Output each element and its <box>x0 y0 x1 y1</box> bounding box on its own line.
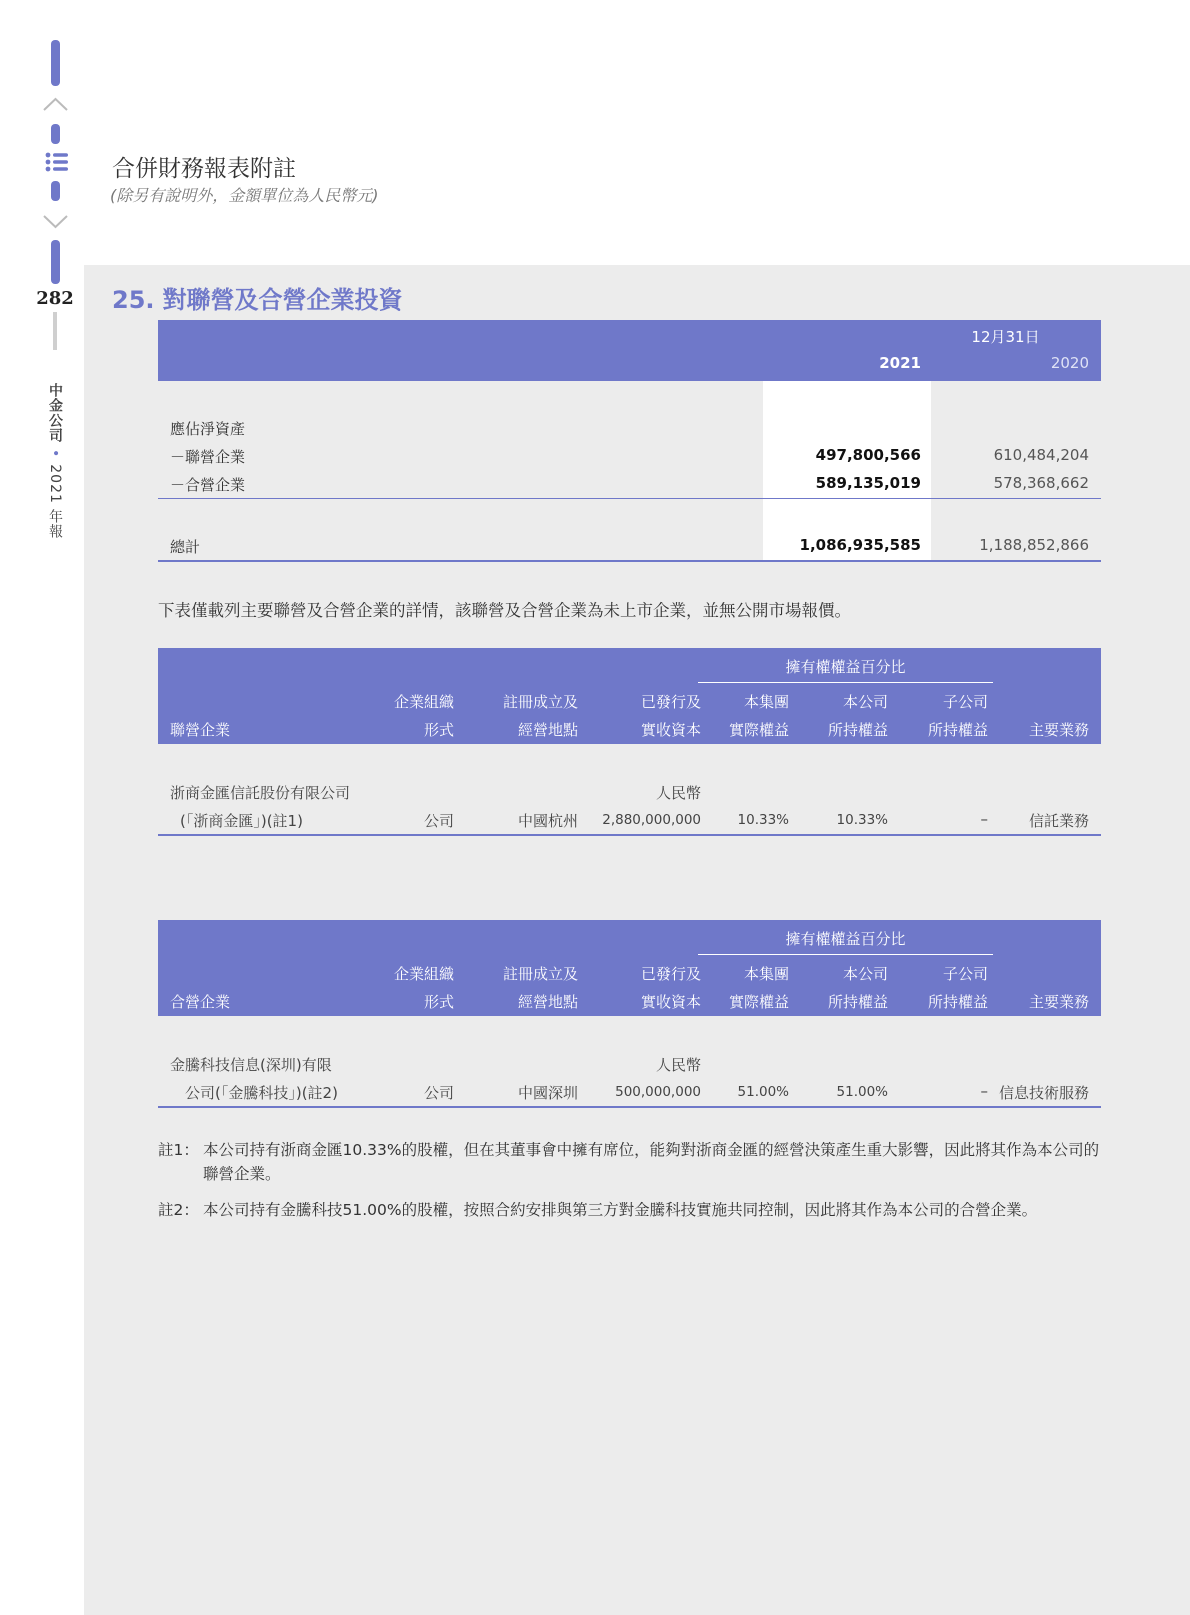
table-row <box>158 810 1101 834</box>
col-entity: 合營企業 <box>170 993 231 1011</box>
col-form-1: 企業組織 <box>393 965 454 983</box>
col-sub-1: 子公司 <box>942 965 988 983</box>
col-place-2: 經營地點 <box>517 993 578 1011</box>
entity-capital: 2,880,000,000 <box>602 812 701 828</box>
col-place-1: 註冊成立及 <box>502 693 578 711</box>
footnote-2 <box>158 1198 1108 1222</box>
row-label: 應佔淨資產 <box>170 420 246 438</box>
separator-dot: • <box>47 449 63 459</box>
table-bottom-line <box>158 834 1101 836</box>
footnote-1 <box>158 1138 1108 1186</box>
col-group-2: 實際權益 <box>728 721 789 739</box>
page-divider <box>53 312 57 350</box>
table-row <box>158 1054 1101 1078</box>
nav-bar-lower <box>51 181 60 201</box>
associates-table-header <box>158 648 1101 744</box>
col-group-2: 實際權益 <box>728 993 789 1011</box>
entity-form: 公司 <box>423 812 454 830</box>
subsidiary-interest: – <box>980 1082 988 1100</box>
balance-table-header <box>158 320 1101 381</box>
group-underline <box>698 954 993 955</box>
col-form-1: 企業組織 <box>393 693 454 711</box>
principal-business: 信息技術服務 <box>998 1084 1089 1102</box>
nav-bar-bottom <box>51 240 60 284</box>
entity-name-line1: 浙商金匯信託股份有限公司 <box>170 784 351 802</box>
col-sub-1: 子公司 <box>942 693 988 711</box>
entity-name-line2: (「浙商金匯」)(註1) <box>180 812 303 830</box>
col-company-2: 所持權益 <box>827 993 888 1011</box>
currency-label: 人民幣 <box>655 784 701 802</box>
table-bottom-line <box>158 1106 1101 1108</box>
report-year: 2021 年報 <box>47 464 63 540</box>
page-subtitle: (除另有說明外，金額單位為人民幣元) <box>110 186 379 205</box>
table-row <box>158 446 1101 470</box>
col-capital-2: 實收資本 <box>640 993 701 1011</box>
col-company-1: 本公司 <box>842 965 888 983</box>
footnote-tag: 註1： <box>158 1141 199 1159</box>
value-2020: 578,368,662 <box>993 474 1089 492</box>
current-year-column-highlight <box>763 381 931 561</box>
ownership-group-header: 擁有權權益百分比 <box>785 658 906 676</box>
col-place-2: 經營地點 <box>517 721 578 739</box>
value-2020: 610,484,204 <box>993 446 1089 464</box>
row-label: －合營企業 <box>170 476 246 494</box>
col-capital-1: 已發行及 <box>640 693 701 711</box>
total-label: 總計 <box>170 538 201 556</box>
section-title <box>112 280 411 315</box>
entity-form: 公司 <box>423 1084 454 1102</box>
subsidiary-interest: – <box>980 810 988 828</box>
table-row <box>158 418 1101 442</box>
footnote-tag: 註2： <box>158 1201 199 1219</box>
report-label <box>45 383 65 539</box>
entity-name-line2: 公司(「金騰科技」)(註2) <box>185 1084 338 1102</box>
col-capital-1: 已發行及 <box>640 965 701 983</box>
table-row <box>158 782 1101 806</box>
table-row <box>158 474 1101 498</box>
subtotal-line <box>158 498 1101 499</box>
company-interest: 10.33% <box>836 812 888 828</box>
value-2021: 497,800,566 <box>815 446 921 464</box>
company-interest: 51.00% <box>836 1084 888 1100</box>
chevron-up-icon[interactable] <box>42 96 69 112</box>
menu-list-icon[interactable] <box>45 152 69 172</box>
chevron-down-icon[interactable] <box>42 214 69 230</box>
section-heading: 對聯營及合營企業投資 <box>162 286 403 314</box>
page-number: 282 <box>36 288 74 309</box>
entity-name-line1: 金騰科技信息(深圳)有限 <box>170 1056 332 1074</box>
entity-place: 中國杭州 <box>517 812 578 830</box>
col-company-1: 本公司 <box>842 693 888 711</box>
total-line <box>158 560 1101 562</box>
col-form-2: 形式 <box>423 993 454 1011</box>
col-company-2: 所持權益 <box>827 721 888 739</box>
col-business: 主要業務 <box>1028 721 1089 739</box>
nav-bar-top <box>51 40 60 86</box>
col-form-2: 形式 <box>423 721 454 739</box>
group-interest: 51.00% <box>737 1084 789 1100</box>
description-text: 下表僅載列主要聯營及合營企業的詳情，該聯營及合營企業為未上市企業，並無公開市場報價。 <box>158 601 851 620</box>
col-sub-2: 所持權益 <box>927 993 988 1011</box>
year-2020-header: 2020 <box>1050 354 1089 372</box>
col-place-1: 註冊成立及 <box>502 965 578 983</box>
col-business: 主要業務 <box>1028 993 1089 1011</box>
total-2021: 1,086,935,585 <box>799 536 921 554</box>
col-group-1: 本集團 <box>743 693 789 711</box>
jv-table-header <box>158 920 1101 1016</box>
col-group-1: 本集團 <box>743 965 789 983</box>
group-underline <box>698 682 993 683</box>
principal-business: 信託業務 <box>1028 812 1089 830</box>
total-2020: 1,188,852,866 <box>979 536 1089 554</box>
section-number: 25. <box>112 286 155 314</box>
table-row <box>158 1082 1101 1106</box>
col-capital-2: 實收資本 <box>640 721 701 739</box>
date-header: 12月31日 <box>971 328 1040 346</box>
footnote-text: 本公司持有浙商金匯10.33%的股權，但在其董事會中擁有席位，能夠對浙商金匯的經營決策產生重大影響，因此將其作為本公司的聯營企業。 <box>203 1141 1100 1183</box>
col-entity: 聯營企業 <box>170 721 231 739</box>
entity-place: 中國深圳 <box>517 1084 578 1102</box>
footnote-text: 本公司持有金騰科技51.00%的股權，按照合約安排與第三方對金騰科技實施共同控制，因此將其作為本公司的合營企業。 <box>203 1201 1038 1219</box>
col-sub-2: 所持權益 <box>927 721 988 739</box>
entity-capital: 500,000,000 <box>615 1084 701 1100</box>
page-title: 合併財務報表附註 <box>112 156 296 182</box>
total-row <box>158 536 1101 560</box>
currency-label: 人民幣 <box>655 1056 701 1074</box>
value-2021: 589,135,019 <box>815 474 921 492</box>
ownership-group-header: 擁有權權益百分比 <box>785 930 906 948</box>
year-2021-header: 2021 <box>879 354 921 372</box>
group-interest: 10.33% <box>737 812 789 828</box>
company-name: 中金公司 <box>47 383 63 443</box>
row-label: －聯營企業 <box>170 448 246 466</box>
nav-bar-mid <box>51 124 60 144</box>
